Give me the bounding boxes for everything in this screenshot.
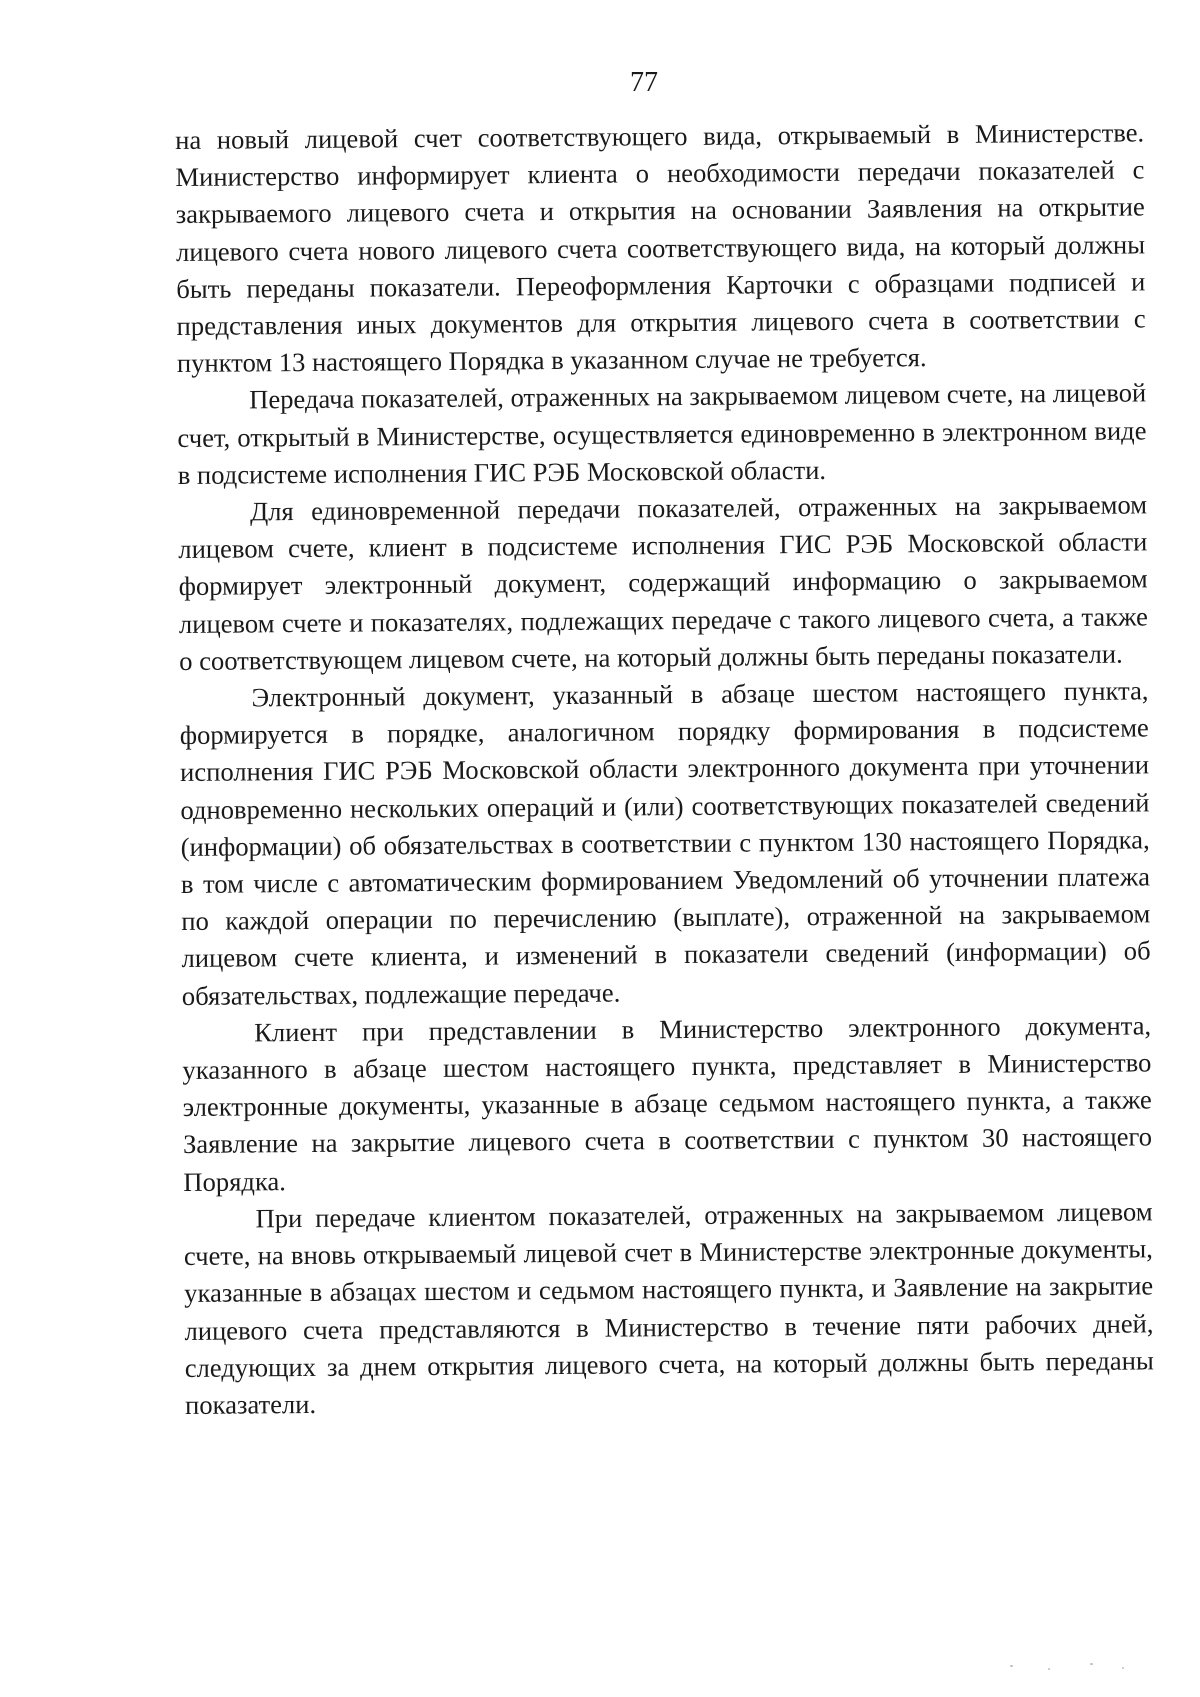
document-body xyxy=(175,114,1154,1424)
paragraph: Клиент при представлении в Министерство электронного документа, указанного в абзаце шестом настоящего пункта, представляет в Министерство электронные документы, указанные в абзаце седьмом настоящего пункта, а также Заявление на закрытие лицевого счета в соответствии с пунктом 30 настоящего Порядка. xyxy=(182,1010,1153,1197)
scan-speck xyxy=(1122,1667,1124,1669)
scan-speck xyxy=(1010,1665,1013,1667)
paragraph: При передаче клиентом показателей, отраженных на закрываемом лицевом счете, на вновь открываемый лицевой счет в Министерстве электронные документы, указанные в абзацах шестом и седьмом настоящего пункта, и Заявление на закрытие лицевого счета представляются в Министерство в течение пяти рабочих дней, следующих за днем открытия лицевого счета, на который должны быть переданы показатели. xyxy=(183,1196,1154,1420)
paragraph: Передача показателей, отраженных на закрываемом лицевом счете, на лицевой счет, открытый в Министерстве, осуществляется единовременно в электронном виде в подсистеме исполнения ГИС РЭБ Московской области. xyxy=(177,377,1147,490)
paragraph: Электронный документ, указанный в абзаце шестом настоящего пункта, формируется в порядке, аналогичном порядку формирования в подсистеме исполнения ГИС РЭБ Московской области электронного документа при уточнении одновременно нескольких операций и (или) соответствующих показателей сведений (информации) об обязательствах в соответствии с пунктом 130 настоящего Порядка, в том числе с автоматическим формированием Уведомлений об уточнении платежа по каждой операции по перечислению (выплате), отраженной на закрываемом лицевом счете клиента, и изменений в показатели сведений (информации) об обязательствах, подлежащие передаче. xyxy=(179,675,1151,1011)
paragraph: Для единовременной передачи показателей, отраженных на закрываемом лицевом счете, клиент в подсистеме исполнения ГИС РЭБ Московской области формирует электронный документ, содержащий информацию о закрываемом лицевом счете и показателях, подлежащих передаче с такого лицевого счета, а также о соответствующем лицевом счете, на который должны быть переданы показатели. xyxy=(178,489,1149,676)
scan-speck xyxy=(1048,1668,1050,1670)
scan-speck xyxy=(1090,1663,1093,1665)
paragraph: на новый лицевой счет соответствующего вида, открываемый в Министерстве. Министерство информирует клиента о необходимости передачи показателей с закрываемого лицевого счета и открытия на основании Заявления на открытие лицевого счета нового лицевого счета соответствующего вида, на который должны быть переданы показатели. Переоформления Карточки с образцами подписей и представления иных документов для открытия лицевого счета в соответствии с пунктом 13 настоящего Порядка в указанном случае не требуется. xyxy=(175,117,1146,379)
page-number: 77 xyxy=(630,67,658,98)
